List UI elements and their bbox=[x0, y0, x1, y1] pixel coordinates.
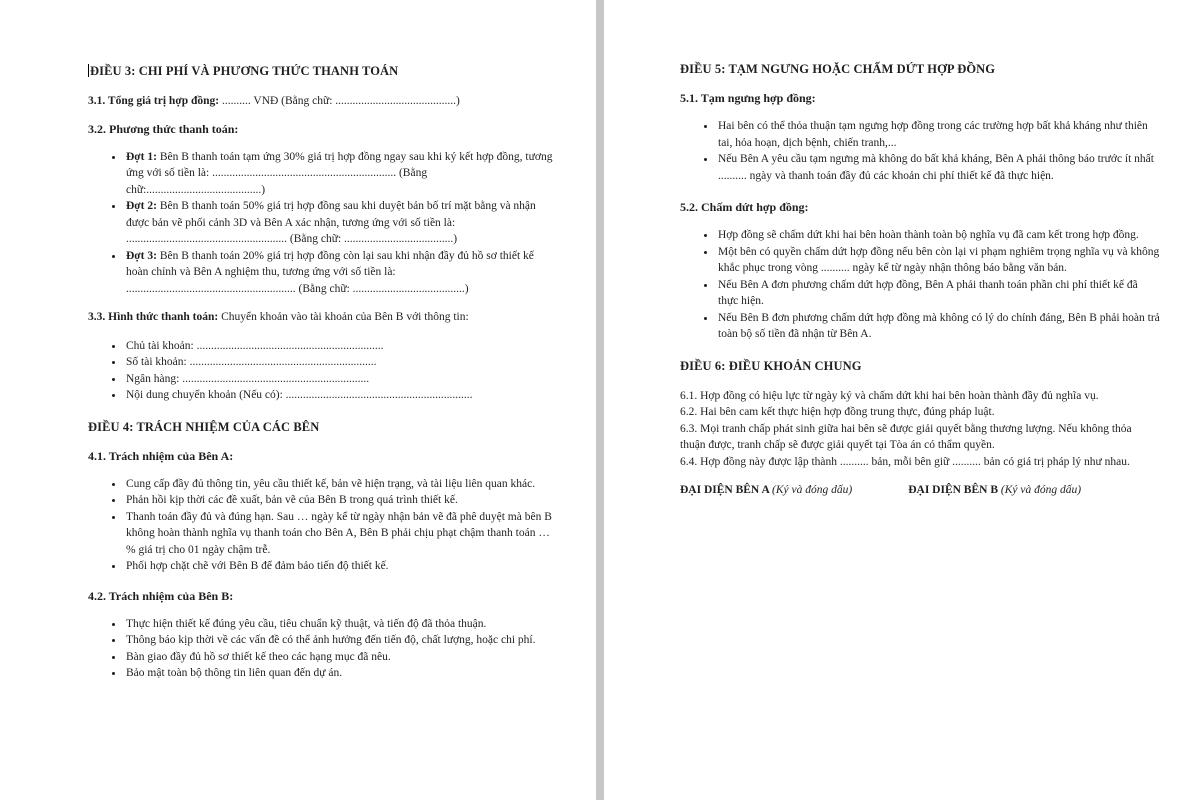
general-term: 6.4. Hợp đồng này được lập thành .......... bản, mỗi bên giữ .......... bản có giá trị pháp lý như nhau. bbox=[680, 455, 1130, 468]
general-term: 6.3. Mọi tranh chấp phát sinh giữa hai bên sẽ được giải quyết bằng thương lượng. Nếu không thỏa thuận được, tranh chấp sẽ được giải quyết tại Tòa án có thẩm quyền. bbox=[680, 422, 1132, 451]
list-item: • Nếu Bên A yêu cầu tạm ngưng mà không do bất khả kháng, Bên A phải thông báo trước ít nhất .......... ngày và thanh toán đầy đủ các khoản chi phí thiết kế đã thực hiện. bbox=[716, 151, 1160, 184]
section-4-1-title: 4.1. Trách nhiệm của Bên A: bbox=[88, 448, 234, 463]
list-item: • Chủ tài khoản: ................................................................. bbox=[124, 338, 556, 355]
article-3-title bbox=[88, 64, 556, 79]
list-item bbox=[124, 248, 556, 298]
article-3-title-text: ĐIỀU 3: CHI PHÍ VÀ PHƯƠNG THỨC THANH TOÁN bbox=[90, 64, 399, 78]
general-terms bbox=[680, 388, 1160, 471]
payment-text: Bên B thanh toán 50% giá trị hợp đồng sau khi duyệt bản bố trí mặt bằng và nhận được bản vẽ phối cảnh 3D và Bên A xác nhận, tương ứng với số tiền là: ........................................................ (Bằng chữ: ......................................) bbox=[126, 200, 536, 245]
list-item: • Hợp đồng sẽ chấm dứt khi hai bên hoàn thành toàn bộ nghĩa vụ đã cam kết trong hợp đồng. bbox=[716, 227, 1160, 244]
signature-party-a bbox=[680, 484, 852, 496]
bank-info-list bbox=[88, 338, 556, 404]
signature-party-b-note: (Ký và đóng dấu) bbox=[1000, 484, 1082, 496]
document-page-left[interactable] bbox=[0, 0, 596, 800]
section-3-3-label: 3.3. Hình thức thanh toán: bbox=[88, 311, 219, 323]
article-6-title: ĐIỀU 6: ĐIỀU KHOẢN CHUNG bbox=[680, 358, 862, 373]
list-item: • Hai bên có thể thỏa thuận tạm ngưng hợp đồng trong các trường hợp bất khả kháng như thiên tai, hỏa hoạn, dịch bệnh, chiến tranh,... bbox=[716, 118, 1160, 151]
list-item: • Phối hợp chặt chẽ với Bên B để đảm bảo tiến độ thiết kế. bbox=[124, 558, 556, 575]
list-item: • Số tài khoản: ................................................................. bbox=[124, 354, 556, 371]
signature-party-b-label: ĐẠI DIỆN BÊN B bbox=[908, 484, 998, 496]
payment-list bbox=[88, 149, 556, 298]
list-item: • Thông báo kịp thời về các vấn đề có thể ảnh hưởng đến tiến độ, chất lượng, hoặc chi phí. bbox=[124, 632, 556, 649]
suspend-list bbox=[680, 118, 1160, 184]
section-3-3 bbox=[88, 309, 556, 326]
text-cursor bbox=[88, 64, 89, 77]
document-page-right[interactable] bbox=[604, 0, 1200, 800]
payment-text: Bên B thanh toán tạm ứng 30% giá trị hợp đồng ngay sau khi ký kết hợp đồng, tương ứng với số tiền là: ................................................................ (Bằng chữ:........................................) bbox=[126, 150, 553, 196]
terminate-list bbox=[680, 227, 1160, 343]
list-item: • Nếu Bên A đơn phương chấm dứt hợp đồng, Bên A phải thanh toán phần chi phí thiết kế đã thực hiện. bbox=[716, 277, 1160, 310]
list-item: • Thực hiện thiết kế đúng yêu cầu, tiêu chuẩn kỹ thuật, và tiến độ đã thỏa thuận. bbox=[124, 616, 556, 633]
list-item: • Bàn giao đầy đủ hồ sơ thiết kế theo các hạng mục đã nêu. bbox=[124, 649, 556, 666]
section-3-1 bbox=[88, 93, 556, 110]
list-item: • Phản hồi kịp thời các đề xuất, bản vẽ của Bên B trong quá trình thiết kế. bbox=[124, 492, 556, 509]
list-item: • Ngân hàng: ................................................................. bbox=[124, 371, 556, 388]
article-5-title: ĐIỀU 5: TẠM NGƯNG HOẶC CHẤM DỨT HỢP ĐỒNG bbox=[680, 62, 996, 76]
list-item bbox=[124, 198, 556, 248]
party-b-duties-list bbox=[88, 616, 556, 682]
page-divider bbox=[596, 0, 604, 800]
payment-label: Đợt 3: bbox=[126, 249, 157, 262]
signature-party-a-note: (Ký và đóng dấu) bbox=[772, 484, 853, 496]
list-item: • Nội dung chuyển khoản (Nếu có): ................................................................. bbox=[124, 387, 556, 404]
section-3-2-title: 3.2. Phương thức thanh toán: bbox=[88, 121, 239, 136]
list-item: • Cung cấp đầy đủ thông tin, yêu cầu thiết kế, bản vẽ hiện trạng, và tài liệu liên quan khác. bbox=[124, 476, 556, 493]
section-3-3-text: Chuyển khoản vào tài khoản của Bên B với thông tin: bbox=[218, 311, 469, 323]
list-item: • Thanh toán đầy đủ và đúng hạn. Sau … ngày kể từ ngày nhận bản vẽ đã phê duyệt mà bên B không hoàn thành nghĩa vụ thanh toán cho Bên A, Bên B phải chịu phạt chậm thanh toán …% giá trị cho 01 ngày chậm trễ. bbox=[124, 509, 556, 559]
general-term: 6.1. Hợp đồng có hiệu lực từ ngày ký và chấm dứt khi hai bên hoàn thành đầy đủ nghĩa vụ. bbox=[680, 389, 1099, 402]
list-item: • Một bên có quyền chấm dứt hợp đồng nếu bên còn lại vi phạm nghiêm trọng nghĩa vụ và không khắc phục trong vòng .......... ngày kể từ ngày nhận thông báo bằng văn bản. bbox=[716, 244, 1160, 277]
payment-label: Đợt 2: bbox=[126, 200, 157, 212]
section-4-2-title: 4.2. Trách nhiệm của Bên B: bbox=[88, 588, 234, 603]
signature-party-a-label: ĐẠI DIỆN BÊN A bbox=[680, 484, 770, 496]
section-3-1-text: .......... VNĐ (Bằng chữ: ..........................................) bbox=[219, 95, 460, 107]
section-3-1-label: 3.1. Tổng giá trị hợp đồng: bbox=[88, 95, 220, 107]
signature-block bbox=[680, 484, 1160, 496]
list-item bbox=[124, 149, 556, 199]
article-4-title: ĐIỀU 4: TRÁCH NHIỆM CỦA CÁC BÊN bbox=[88, 419, 320, 434]
party-a-duties-list bbox=[88, 476, 556, 575]
general-term: 6.2. Hai bên cam kết thực hiện hợp đồng trung thực, đúng pháp luật. bbox=[680, 406, 995, 418]
payment-label: Đợt 1: bbox=[126, 150, 157, 163]
list-item: • Bảo mật toàn bộ thông tin liên quan đến dự án. bbox=[124, 665, 556, 682]
payment-text: Bên B thanh toán 20% giá trị hợp đồng còn lại sau khi nhận đầy đủ hồ sơ thiết kế hoàn chỉnh và Bên A nghiệm thu, tương ứng với số tiền là: ........................................................... (Bằng chữ: .......................................) bbox=[126, 249, 534, 295]
section-5-1-title: 5.1. Tạm ngưng hợp đồng: bbox=[680, 91, 816, 105]
section-5-2-title: 5.2. Chấm dứt hợp đồng: bbox=[680, 200, 809, 214]
signature-party-b bbox=[908, 484, 1081, 496]
list-item: • Nếu Bên B đơn phương chấm dứt hợp đồng mà không có lý do chính đáng, Bên B phải hoàn trả toàn bộ số tiền đã nhận từ Bên A. bbox=[716, 310, 1160, 343]
